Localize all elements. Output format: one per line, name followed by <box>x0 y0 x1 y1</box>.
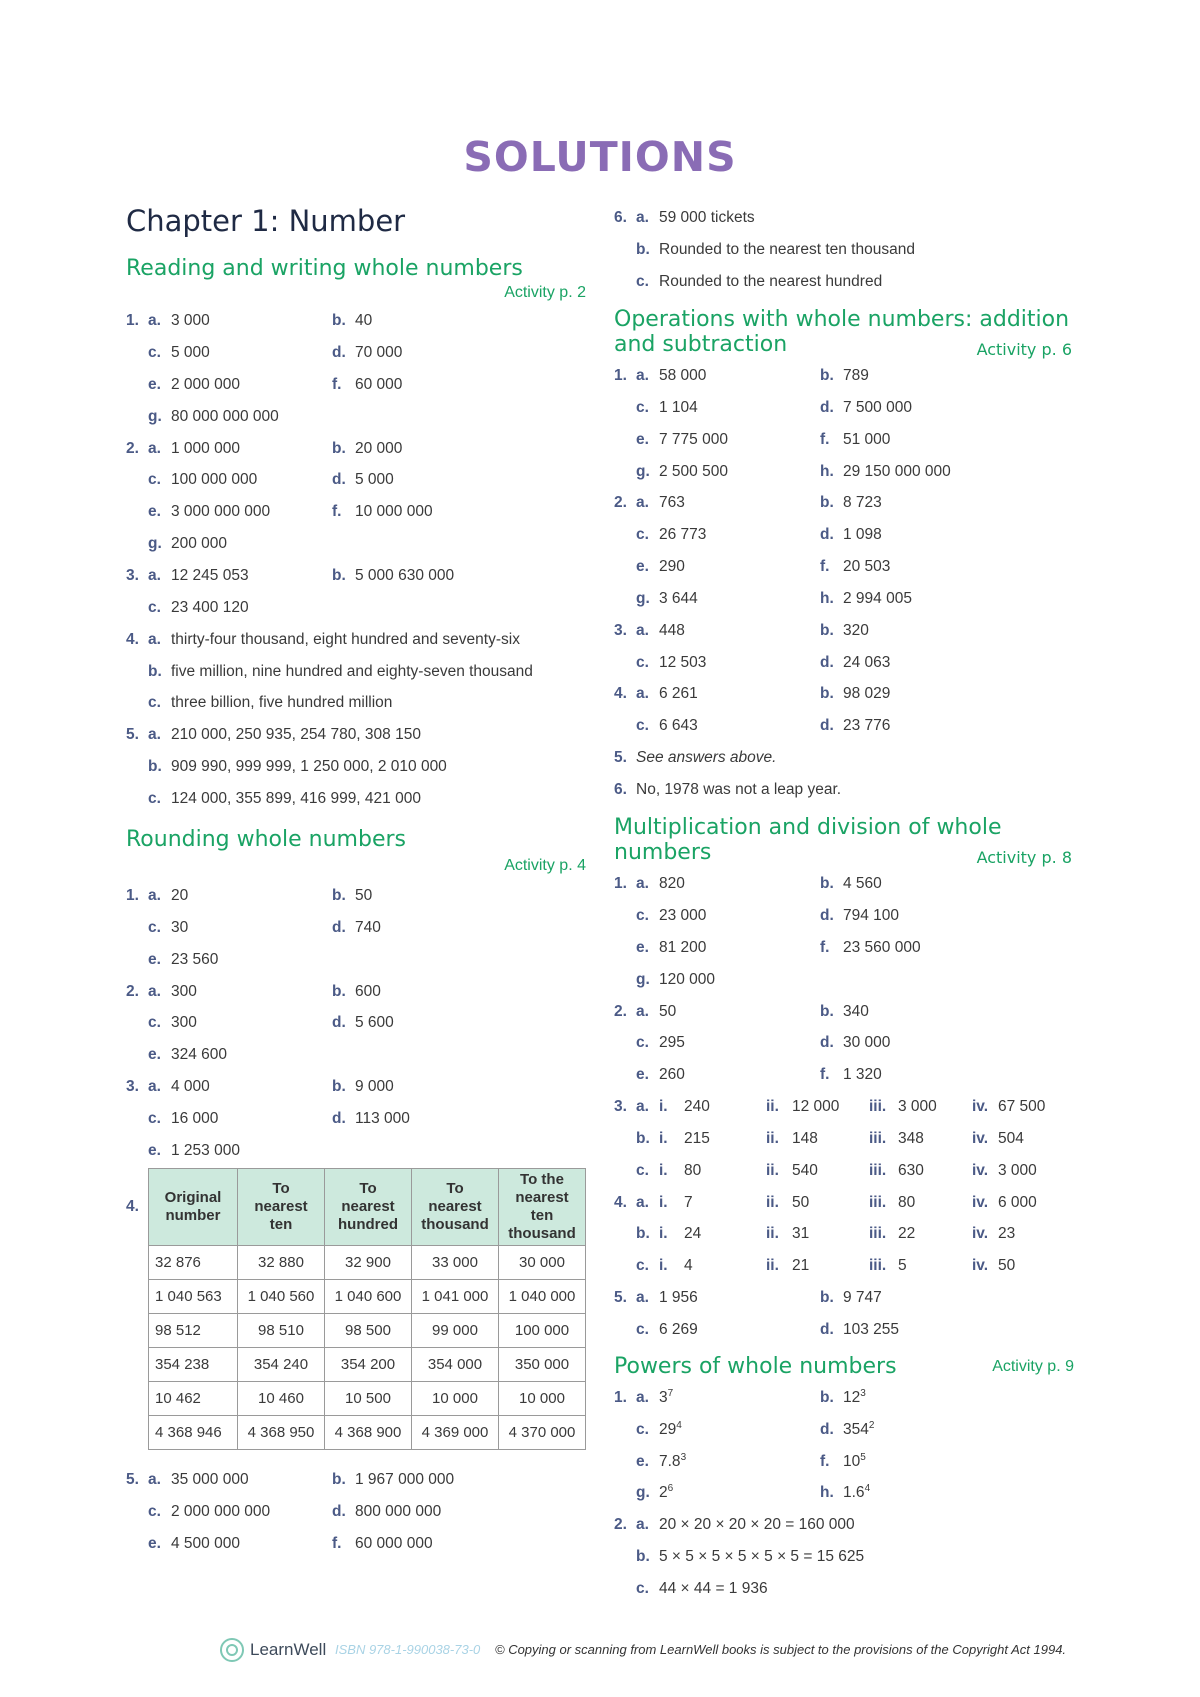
activity-ref-multdiv: Activity p. 8 <box>976 848 1072 867</box>
answer-row: 4. a. i. 7 ii. 50 iii. 80 iv. 6 000 <box>614 1194 1037 1211</box>
table-cell: 354 238 <box>149 1348 238 1382</box>
chapter-heading: Chapter 1: Number <box>126 204 406 238</box>
answer-row: g. 80 000 000 000 <box>148 408 279 425</box>
section-title-line: and subtraction <box>614 332 788 357</box>
answer-row: c. 300 d. 5 600 <box>148 1014 394 1031</box>
table-header-row <box>149 1169 586 1246</box>
answer-row: b. five million, nine hundred and eighty-seven thousand <box>148 663 533 680</box>
table-cell: 4 369 000 <box>412 1416 499 1450</box>
answer-row: c. 23 000 d. 794 100 <box>636 907 900 924</box>
table-cell: 98 500 <box>325 1314 412 1348</box>
answer-row: 5. a. 35 000 000 b. 1 967 000 000 <box>126 1471 455 1488</box>
answer-row: e. 290 f. 20 503 <box>636 558 891 575</box>
answer-row: e. 81 200 f. 23 560 000 <box>636 939 921 956</box>
answer-row: g. $2^6$ h. $1.6^4$ <box>636 1483 871 1501</box>
answer-row: c. i. 80 ii. 540 iii. 630 iv. 3 000 <box>636 1162 1037 1179</box>
answer-row: c. 1 104 d. 7 500 000 <box>636 399 912 416</box>
table-cell: 354 200 <box>325 1348 412 1382</box>
answer-row: 1. a. $3^7$ b. $12^3$ <box>614 1388 866 1406</box>
answer-row: 1. a. 3 000 b. 40 <box>126 312 373 329</box>
table-row <box>149 1246 586 1280</box>
activity-ref-powers: Activity p. 9 <box>992 1358 1074 1375</box>
answer-row: e. 23 560 <box>148 951 219 968</box>
table-cell: 10 462 <box>149 1382 238 1416</box>
answer-row: b. i. 24 ii. 31 iii. 22 iv. 23 <box>636 1225 1016 1242</box>
answer-row: c. 5 000 d. 70 000 <box>148 344 403 361</box>
answer-row: 6. a. 59 000 tickets <box>614 209 755 226</box>
isbn-text: ISBN 978-1-990038-73-0 <box>335 1642 481 1657</box>
section-title-line: numbers <box>614 840 712 865</box>
page-title: SOLUTIONS <box>463 133 737 181</box>
table-cell: 354 000 <box>412 1348 499 1382</box>
table-row <box>149 1314 586 1348</box>
answer-row: c. 12 503 d. 24 063 <box>636 654 891 671</box>
table-cell: 1 040 000 <box>499 1280 586 1314</box>
answer-row: e. 3 000 000 000 f. 10 000 000 <box>148 503 433 520</box>
column-header: To nearest thousand <box>412 1169 499 1246</box>
column-header: Original number <box>149 1169 238 1246</box>
page-footer <box>0 1638 1200 1668</box>
answer-row: c. 30 d. 740 <box>148 919 381 936</box>
table-cell: 30 000 <box>499 1246 586 1280</box>
table-cell: 33 000 <box>412 1246 499 1280</box>
table-row <box>149 1382 586 1416</box>
table-cell: 350 000 <box>499 1348 586 1382</box>
answer-row: e. 260 f. 1 320 <box>636 1066 882 1083</box>
section-powers-title: Powers of whole numbers <box>614 1354 897 1379</box>
answer-row: 3. a. 4 000 b. 9 000 <box>126 1078 394 1095</box>
answer-row: 1. a. 820 b. 4 560 <box>614 875 882 892</box>
answer-row: g. 2 500 500 h. 29 150 000 000 <box>636 463 951 480</box>
answer-row: 2. a. 50 b. 340 <box>614 1003 869 1020</box>
answer-row: c. 16 000 d. 113 000 <box>148 1110 410 1127</box>
activity-ref-reading: Activity p. 2 <box>504 284 586 301</box>
answer-row: c. 44 × 44 = 1 936 <box>636 1580 768 1597</box>
answer-row: e. 324 600 <box>148 1046 228 1063</box>
brand-name: LearnWell <box>250 1640 327 1659</box>
section-title-line: Operations with whole numbers: addition <box>614 307 1070 332</box>
answer-row: e. 7 775 000 f. 51 000 <box>636 431 891 448</box>
answer-row: c. three billion, five hundred million <box>148 694 393 711</box>
learnwell-logo-icon <box>220 1638 244 1662</box>
answer-row: 4. a. 6 261 b. 98 029 <box>614 685 891 702</box>
answer-row: 5. a. 1 956 b. 9 747 <box>614 1289 882 1306</box>
answer-row: 2. a. 300 b. 600 <box>126 983 381 1000</box>
table-cell: 32 900 <box>325 1246 412 1280</box>
answer-row: e. 2 000 000 f. 60 000 <box>148 376 403 393</box>
answer-row: 1. a. 20 b. 50 <box>126 887 373 904</box>
answer-row: 1. a. 58 000 b. 789 <box>614 367 869 384</box>
table-cell: 10 000 <box>499 1382 586 1416</box>
table-cell: 10 460 <box>238 1382 325 1416</box>
activity-ref-rounding: Activity p. 4 <box>504 857 586 874</box>
table-cell: 1 041 000 <box>412 1280 499 1314</box>
table-cell: 32 880 <box>238 1246 325 1280</box>
table-cell: 4 368 946 <box>149 1416 238 1450</box>
answer-row: c. Rounded to the nearest hundred <box>636 273 883 290</box>
table-cell: 4 368 950 <box>238 1416 325 1450</box>
answer-row: b. i. 215 ii. 148 iii. 348 iv. 504 <box>636 1130 1024 1147</box>
table-cell: 354 240 <box>238 1348 325 1382</box>
table-row <box>149 1348 586 1382</box>
answer-row: e. 1 253 000 <box>148 1142 240 1159</box>
answer-row: 3. a. 448 b. 320 <box>614 622 869 639</box>
answer-row: 2. a. 1 000 000 b. 20 000 <box>126 440 403 457</box>
answer-row: 3. a. i. 240 ii. 12 000 iii. 3 000 iv. 67 500 <box>614 1098 1046 1115</box>
activity-ref-addsub: Activity p. 6 <box>976 340 1072 359</box>
table-cell: 32 876 <box>149 1246 238 1280</box>
rounding-table <box>148 1168 586 1450</box>
answer-row: c. 6 269 d. 103 255 <box>636 1321 900 1338</box>
answer-row: c. 23 400 120 <box>148 599 249 616</box>
learnwell-logo <box>220 1638 326 1662</box>
table-cell: 4 370 000 <box>499 1416 586 1450</box>
answer-row: b. 5 × 5 × 5 × 5 × 5 × 5 = 15 625 <box>636 1548 865 1565</box>
table-cell: 98 510 <box>238 1314 325 1348</box>
answer-row: 2. a. 763 b. 8 723 <box>614 494 882 511</box>
table-row <box>149 1416 586 1450</box>
table-cell: 1 040 563 <box>149 1280 238 1314</box>
answer-row: b. 909 990, 999 999, 1 250 000, 2 010 000 <box>148 758 447 775</box>
answer-row: 2. a. 20 × 20 × 20 × 20 = 160 000 <box>614 1516 855 1533</box>
answer-row: 5. See answers above. <box>614 749 777 766</box>
answer-row: c. 6 643 d. 23 776 <box>636 717 891 734</box>
copyright-notice: © Copying or scanning from LearnWell books is subject to the provisions of the Copyright Act 1994. <box>495 1642 1067 1657</box>
section-multdiv-title <box>614 815 1074 867</box>
answer-row: c. i. 4 ii. 21 iii. 5 iv. 50 <box>636 1257 1016 1274</box>
answer-row: c. $29^4$ d. $354^2$ <box>636 1420 875 1438</box>
answer-row: e. 4 500 000 f. 60 000 000 <box>148 1535 433 1552</box>
table-cell: 4 368 900 <box>325 1416 412 1450</box>
table-cell: 1 040 560 <box>238 1280 325 1314</box>
column-header: To nearest hundred <box>325 1169 412 1246</box>
table-cell: 1 040 600 <box>325 1280 412 1314</box>
section-title-line: Multiplication and division of whole <box>614 815 1002 840</box>
section-rounding-title: Rounding whole numbers <box>126 827 406 852</box>
answer-row: g. 120 000 <box>636 971 716 988</box>
column-header: To nearest ten <box>238 1169 325 1246</box>
answer-row: 6. No, 1978 was not a leap year. <box>614 781 842 798</box>
column-header: To the nearest ten thousand <box>499 1169 586 1246</box>
table-cell: 99 000 <box>412 1314 499 1348</box>
table-cell: 10 000 <box>412 1382 499 1416</box>
answer-row: 5. a. 210 000, 250 935, 254 780, 308 150 <box>126 726 421 743</box>
answer-row: c. 2 000 000 000 d. 800 000 000 <box>148 1503 442 1520</box>
answer-row: b. Rounded to the nearest ten thousand <box>636 241 915 258</box>
section-addsub-title <box>614 307 1074 359</box>
answer-row: c. 295 d. 30 000 <box>636 1034 891 1051</box>
answer-row: 3. a. 12 245 053 b. 5 000 630 000 <box>126 567 455 584</box>
answer-row: c. 26 773 d. 1 098 <box>636 526 882 543</box>
section-reading-title: Reading and writing whole numbers <box>126 256 523 281</box>
answer-row: g. 3 644 h. 2 994 005 <box>636 590 912 607</box>
answer-row: 4. a. thirty-four thousand, eight hundred and seventy-six <box>126 631 520 648</box>
answer-row: g. 200 000 <box>148 535 228 552</box>
answer-row: e. $7.8^3$ f. $10^5$ <box>636 1452 866 1470</box>
answer-row: c. 100 000 000 d. 5 000 <box>148 471 394 488</box>
table-cell: 98 512 <box>149 1314 238 1348</box>
answer-row: c. 124 000, 355 899, 416 999, 421 000 <box>148 790 421 807</box>
table-cell: 10 500 <box>325 1382 412 1416</box>
table-cell: 100 000 <box>499 1314 586 1348</box>
question-number: 4. <box>126 1198 139 1215</box>
table-row <box>149 1280 586 1314</box>
